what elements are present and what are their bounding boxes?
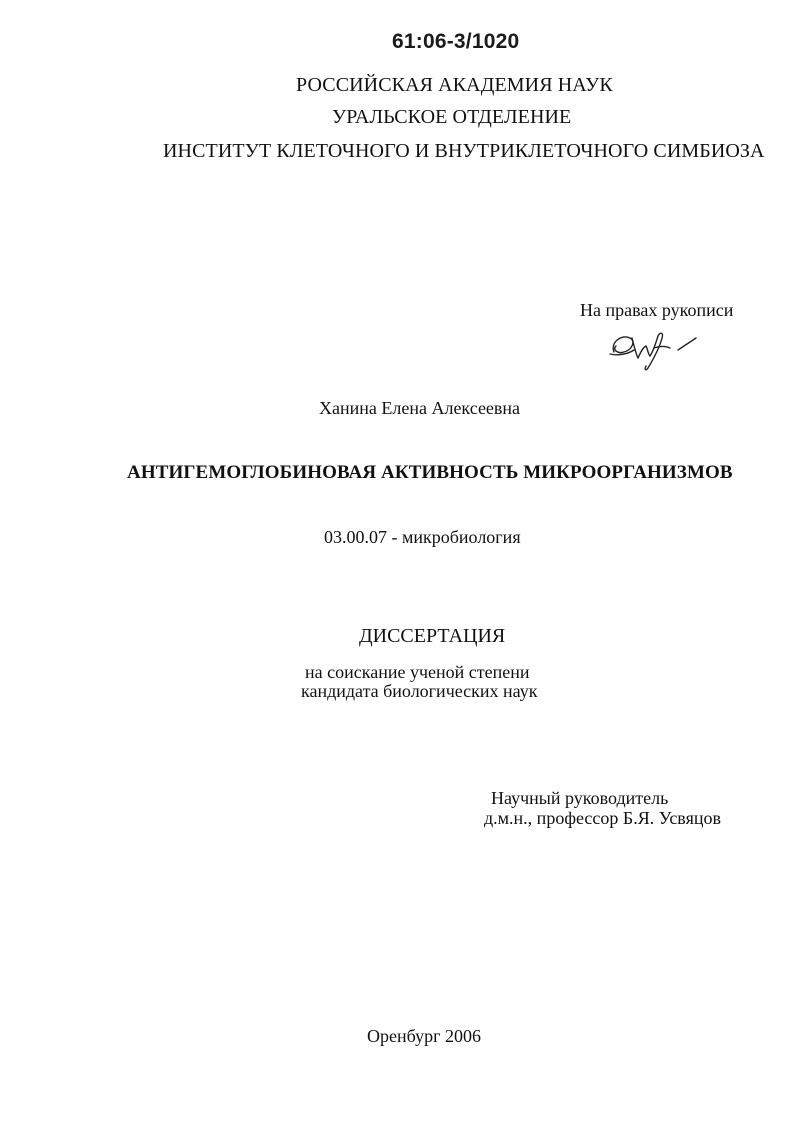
handwritten-signature	[604, 324, 700, 374]
organization-academy: РОССИЙСКАЯ АКАДЕМИЯ НАУК	[296, 74, 613, 96]
organization-branch: УРАЛЬСКОЕ ОТДЕЛЕНИЕ	[332, 106, 572, 128]
supervisor-label: Научный руководитель	[491, 788, 669, 808]
document-type-heading: ДИССЕРТАЦИЯ	[359, 625, 506, 647]
dissertation-title: АНТИГЕМОГЛОБИНОВАЯ АКТИВНОСТЬ МИКРООРГАНИЗМОВ	[127, 462, 733, 483]
degree-line-2: кандидата биологических наук	[301, 681, 538, 701]
degree-line-1: на соискание ученой степени	[305, 662, 530, 682]
manuscript-rights-label: На правах рукописи	[580, 300, 734, 320]
organization-institute: ИНСТИТУТ КЛЕТОЧНОГО И ВНУТРИКЛЕТОЧНОГО СИМБИОЗА	[163, 140, 765, 162]
speciality-code: 03.00.07 - микробиология	[324, 527, 521, 547]
supervisor-name: д.м.н., профессор Б.Я. Усвяцов	[484, 808, 721, 828]
library-stamp-number: 61:06-3/1020	[392, 30, 520, 53]
author-name: Ханина Елена Алексеевна	[319, 398, 521, 418]
city-year: Оренбург 2006	[367, 1026, 481, 1046]
